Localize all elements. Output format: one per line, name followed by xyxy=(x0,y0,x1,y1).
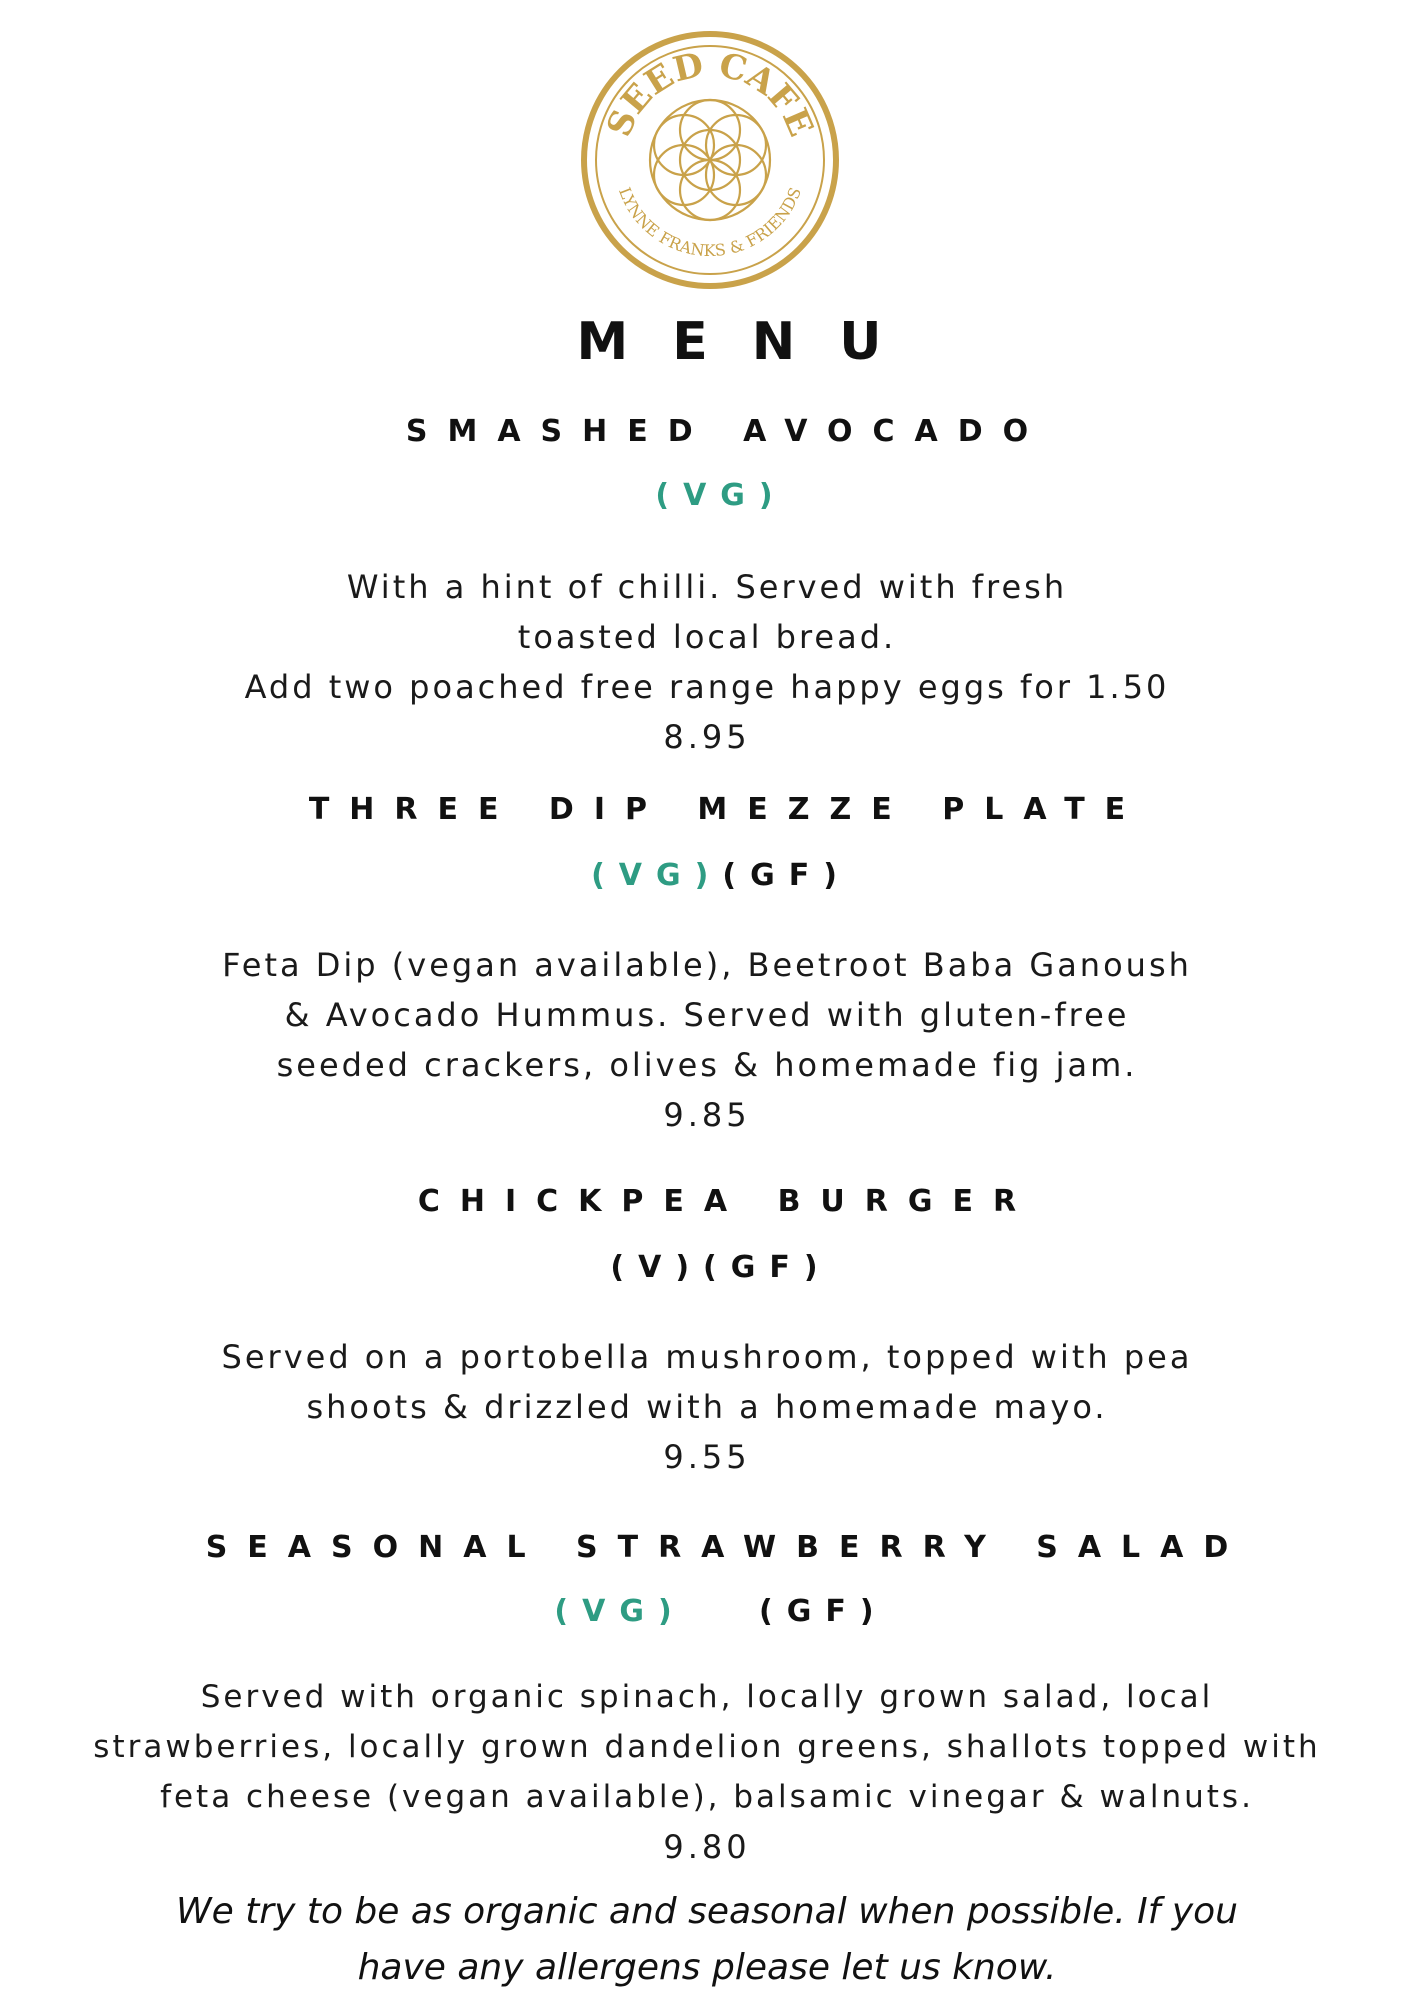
tag-vg: (VG) xyxy=(554,1594,686,1629)
item-tags xyxy=(0,1594,1414,1629)
item-description xyxy=(0,940,1414,1140)
note-line: We try to be as organic and seasonal when possible. If you xyxy=(176,1891,1238,1932)
item-tags xyxy=(0,1250,1414,1285)
item-price: 9.55 xyxy=(663,1438,751,1476)
footer-note xyxy=(0,1884,1414,1996)
desc-line: Feta Dip (vegan available), Beetroot Baba Ganoush xyxy=(222,946,1192,984)
item-description xyxy=(0,1332,1414,1482)
item-price: 8.95 xyxy=(663,718,751,756)
item-description xyxy=(0,1672,1414,1872)
desc-line: feta cheese (vegan available), balsamic vinegar & walnuts. xyxy=(160,1779,1254,1815)
desc-line: & Avocado Hummus. Served with gluten-free xyxy=(284,996,1130,1034)
tag-gf: (GF) xyxy=(703,1250,832,1285)
tag-v: (V) xyxy=(610,1250,704,1285)
item-name-smashed-avocado: SMASHED AVOCADO xyxy=(405,414,1049,449)
desc-line: toasted local bread. xyxy=(517,618,897,656)
menu-title: MENU xyxy=(576,312,926,372)
desc-line: strawberries, locally grown dandelion greens, shallots topped with xyxy=(93,1729,1321,1765)
desc-line: Served with organic spinach, locally grown salad, local xyxy=(200,1679,1214,1715)
item-description xyxy=(0,562,1414,762)
item-name-three-dip-mezze-plate: THREE DIP MEZZE PLATE xyxy=(308,792,1146,827)
seed-cafe-logo xyxy=(578,28,842,292)
item-name-seasonal-strawberry-salad: SEASONAL STRAWBERRY SALAD xyxy=(205,1530,1249,1565)
desc-line: With a hint of chilli. Served with fresh xyxy=(346,568,1068,606)
item-price: 9.85 xyxy=(663,1096,751,1134)
desc-line: Served on a portobella mushroom, topped with pea xyxy=(221,1338,1193,1376)
tag-gf: (GF) xyxy=(759,1594,888,1629)
logo-title: SEED CAFE xyxy=(599,44,821,143)
logo-subtitle: LYNNE FRANKS & FRIENDS xyxy=(614,184,806,261)
tag-vg: (VG) xyxy=(591,858,723,893)
tag-vg: (VG) xyxy=(655,478,787,513)
item-name-chickpea-burger: CHICKPEA BURGER xyxy=(417,1184,1037,1219)
item-tags xyxy=(0,858,1414,893)
item-tags xyxy=(0,478,1414,513)
tag-gf: (GF) xyxy=(722,858,851,893)
note-line: have any allergens please let us know. xyxy=(357,1947,1057,1988)
item-price: 9.80 xyxy=(663,1828,751,1866)
desc-line: Add two poached free range happy eggs for 1.50 xyxy=(244,668,1170,706)
desc-line: shoots & drizzled with a homemade mayo. xyxy=(306,1388,1108,1426)
desc-line: seeded crackers, olives & homemade fig jam. xyxy=(276,1046,1138,1084)
